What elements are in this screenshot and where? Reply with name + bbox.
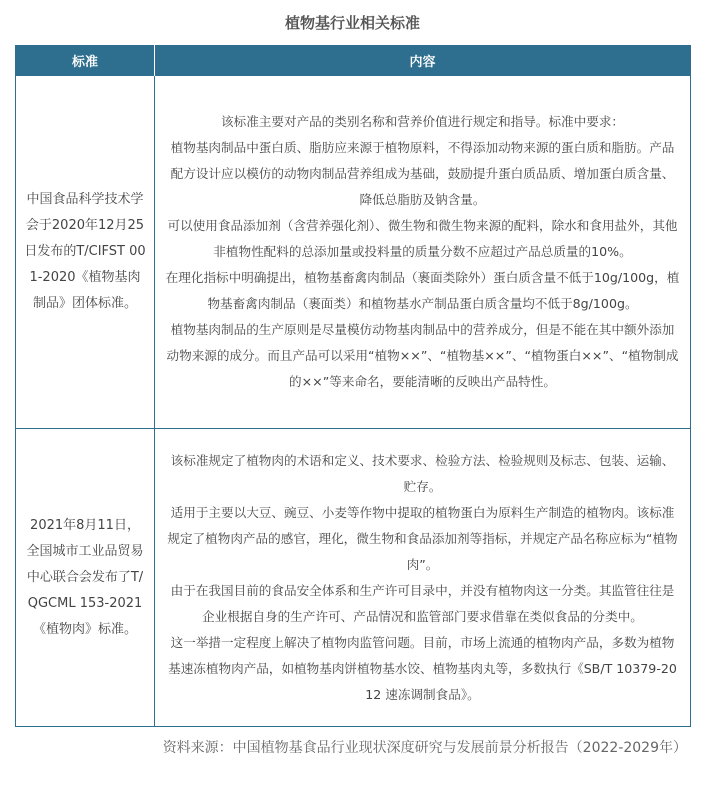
table-row: [16, 429, 691, 727]
content-paragraph: 可以使用食品添加剂（含营养强化剂）、微生物和微生物来源的配料，除水和食用盐外，其他非植物性配料的总添加量或投料量的质量分数不应超过产品总质量的10%。: [167, 218, 678, 259]
content-paragraph: 适用于主要以大豆、豌豆、小麦等作物中提取的植物蛋白为原料生产制造的植物肉。该标准规定了植物肉产品的感官，理化，微生物和食品添加剂等指标，并规定产品名称应标为“植物肉”。: [167, 504, 678, 572]
table-header-row: [16, 46, 691, 76]
header-standard: 标准: [16, 46, 155, 76]
content-paragraph: 植物基肉制品中蛋白质、脂肪应来源于植物原料，不得添加动物来源的蛋白质和脂肪。产品配方设计应以模仿的动物肉制品营养组成为基础，鼓励提升蛋白质品质、增加蛋白质含量、降低总脂肪及钠含量。: [170, 140, 675, 207]
page-title: 植物基行业相关标准: [284, 14, 420, 32]
standard-cell: 2021年8月11日，全国城市工业品贸易中心联合会发布了T/QGCML 153-2021《植物肉》标准。: [16, 429, 155, 727]
standard-cell: 中国食品科学技术学会于2020年12月25日发布的T/CIFST 001-2020《植物基肉制品》团体标准。: [16, 76, 155, 429]
content-cell: [155, 76, 691, 429]
standards-table: [15, 45, 691, 727]
content-paragraph: 该标准主要对产品的类别名称和营养价值进行规定和指导。标准中要求：: [221, 114, 624, 129]
content-paragraph: 该标准规定了植物肉的术语和定义、技术要求、检验方法、检验规则及标志、包装、运输、贮存。: [170, 452, 675, 494]
content-paragraph: 这一举措一定程度上解决了植物肉监管问题。目前，市场上流通的植物肉产品，多数为植物基速冻植物肉产品，如植物基肉饼植物基水饺、植物基肉丸等，多数执行《SB/T 10379-2012 速冻调制食品》。: [168, 634, 677, 702]
source-note: 资料来源：中国植物基食品行业现状深度研究与发展前景分析报告（2022-2029年）: [162, 740, 687, 756]
header-content: 内容: [155, 46, 691, 76]
content-paragraph: 植物基肉制品的生产原则是尽量模仿动物基肉制品中的营养成分，但是不能在其中额外添加动物来源的成分。而且产品可以采用“植物××”、“植物基××”、“植物蛋白××”、“植物制成的××”等来命名，要能清晰的反映出产品特性。: [166, 322, 679, 389]
content-paragraph: 由于在我国目前的食品安全体系和生产许可目录中，并没有植物肉这一分类。其监管往往是企业根据自身的生产许可、产品情况和监管部门要求借靠在类似食品的分类中。: [170, 582, 675, 624]
table-row: [16, 76, 691, 429]
content-paragraph: 在理化指标中明确提出，植物基畜禽肉制品（裹面类除外）蛋白质含量不低于10g/100g，植物基畜禽肉制品（裹面类）和植物基水产制品蛋白质含量均不低于8g/100g。: [165, 270, 680, 311]
content-cell: [155, 429, 691, 727]
